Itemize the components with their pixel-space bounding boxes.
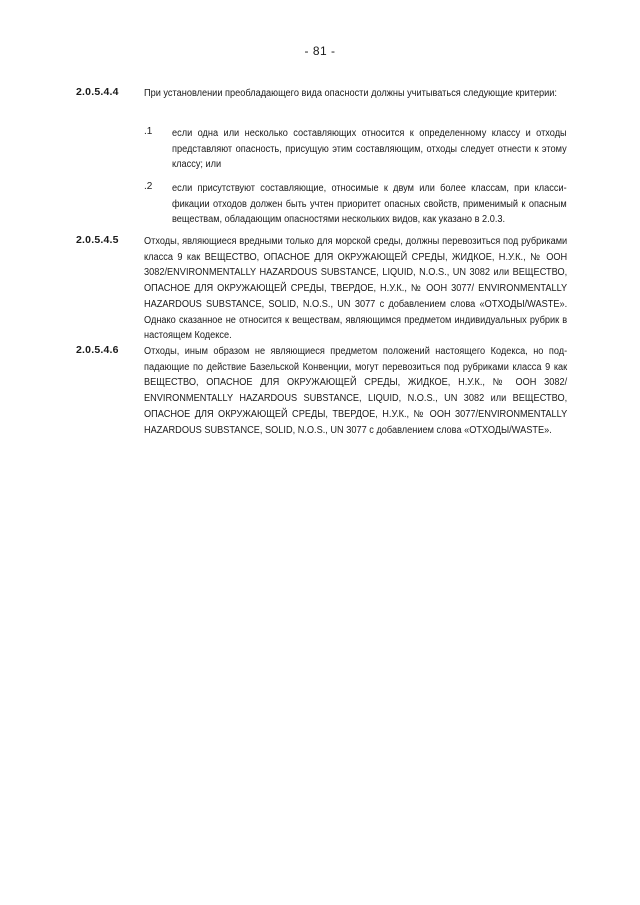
section-text: Отходы, являющиеся вредными только для морской среды, должны перевозиться под рубриками класса 9 как ВЕЩЕСТВО, ОПАСНОЕ ДЛЯ ОКРУЖАЮЩЕЙ СРЕДЫ, ЖИДКОЕ, Н.У.К., № ООН 3082/ENVIRONMENTALLY HAZARDOUS SUBSTANCE, LIQUID, N.O.S., UN 3082 или ВЕЩЕСТВО, ОПАСНОЕ ДЛЯ ОКРУЖАЮЩЕЙ СРЕДЫ, ТВЕРДОЕ, Н.У.К., № ООН 3077/ ENVIRONMENTALLY HAZARDOUS SUBSTANCE, SOLID, N.O.S., UN 3077 с добавлением слова «ОТХОДЫ/WASTE». Однако сказанное не относится к веществам, являющимся предметом индивидуальных рубрик в настоящем Кодексе. [144, 236, 568, 342]
section-2-0-5-4-6 [76, 344, 566, 438]
list-item-text: если присутствуют составляющие, относимые к двум или более классам, при классификации отходов должен быть учтен приоритет опасных свойств, применимый к опасным веществам, обладающим опасностями нескольких видов, как указано в 2.0.3. [172, 183, 567, 226]
page-number: - 81 - [304, 44, 336, 58]
section-number: 2.0.5.4.5 [76, 234, 119, 246]
section-text: Отходы, иным образом не являющиеся предметом положений настоящего Кодекса, но подпадающие по действие Базельской Конвенции, могут перевозиться под рубриками класса 9 как ВЕЩЕСТВО, ОПАСНОЕ ДЛЯ ОКРУЖАЮЩЕЙ СРЕДЫ, ЖИДКОЕ, Н.У.К., № ООН 3082/ ENVIRONMENTALLY HAZARDOUS SUBSTANCE, LIQUID, N.O.S., UN 3082 или ВЕЩЕСТВО, ОПАСНОЕ ДЛЯ ОКРУЖАЮЩЕЙ СРЕДЫ, ТВЕРДОЕ, Н.У.К., № ООН 3077/ENVIRONMENTALLY HAZARDOUS SUBSTANCE, SOLID, N.O.S., UN 3077 с добавлением слова «ОТХОДЫ/WASTE». [144, 346, 568, 436]
list-item-number: .1 [144, 126, 153, 137]
section-text: При установлении преобладающего вида опасности должны учитываться следующие критерии: [144, 88, 557, 99]
section-2-0-5-4-5 [76, 234, 566, 344]
section-number: 2.0.5.4.6 [76, 344, 119, 356]
section-number: 2.0.5.4.4 [76, 86, 119, 98]
list-item-text: если одна или несколько составляющих относится к определенному классу и отходы представляют опасность, присущую этим составляющим, отходы следует отнести к этому классу; или [172, 128, 567, 171]
list-item [144, 126, 566, 173]
list-item-number: .2 [144, 181, 153, 192]
list-item [144, 181, 566, 228]
section-2-0-5-4-4 [76, 86, 566, 102]
